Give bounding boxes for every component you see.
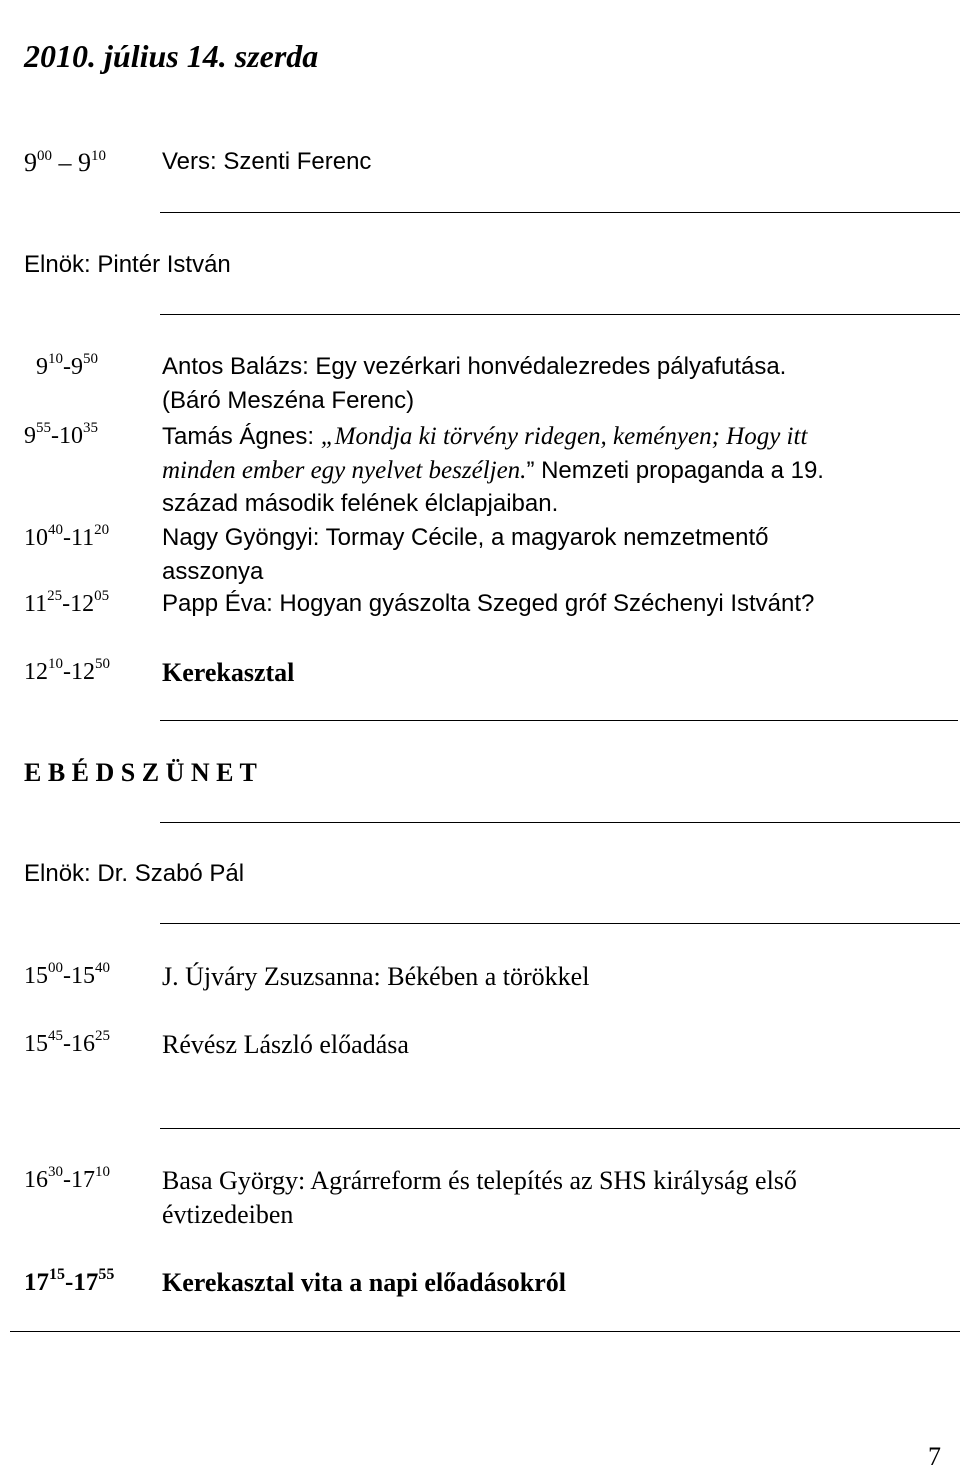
- talk-title-cont: évtizedeiben: [162, 1200, 294, 1229]
- talk-title: Antos Balázs: Egy vezérkari honvédalezredes pályafutása.: [162, 353, 787, 380]
- talk-author: Tamás Ágnes:: [162, 423, 321, 450]
- chair-2: Elnök: Dr. Szabó Pál: [24, 860, 245, 887]
- talk-time: $15^{45}-16^{25}$: [24, 1028, 110, 1057]
- talk-title: Révész László előadása: [162, 1030, 409, 1059]
- talk-quote: „Mondja ki törvény ridegen, keményen; Hogy itt: [320, 423, 808, 450]
- talk-time: $10^{40}-11^{20}$: [24, 522, 110, 551]
- discussion-time: $17^{15}-17^{55}$: [24, 1266, 115, 1296]
- talk-time: $9^{55}-10^{35}$: [24, 420, 98, 449]
- divider: [160, 923, 960, 924]
- divider: [160, 212, 960, 213]
- talk-time: $12^{10}-12^{50}$: [24, 656, 110, 685]
- talk-title: Basa György: Agrárreform és telepítés az SHS királyság első: [162, 1166, 797, 1195]
- talk-title-cont: asszonya: [162, 558, 264, 585]
- talk-title-cont: [162, 458, 824, 483]
- roundtable-title: Kerekasztal: [162, 658, 295, 687]
- talk-title: Papp Éva: Hogyan gyászolta Szeged gróf Széchenyi Istvánt?: [162, 590, 815, 617]
- talk-subtitle: ” Nemzeti propaganda a 19.: [526, 457, 824, 484]
- talk-time: $11^{25}-12^{05}$: [24, 588, 110, 617]
- opening-time: $9^{00} - 9^{10}$: [24, 148, 106, 177]
- page-title: 2010. július 14. szerda: [24, 38, 319, 74]
- talk-title: Nagy Gyöngyi: Tormay Cécile, a magyarok nemzetmentő: [162, 524, 769, 551]
- opening-text: Vers: Szenti Ferenc: [162, 148, 372, 175]
- talk-quote-cont: minden ember egy nyelvet beszéljen.: [162, 457, 527, 484]
- divider: [160, 822, 960, 823]
- lunch-break: E B É D S Z Ü N E T: [24, 758, 257, 787]
- talk-title-cont: század második felének élclapjaiban.: [162, 490, 559, 517]
- page-number: 7: [928, 1442, 941, 1471]
- chair-1: Elnök: Pintér István: [24, 251, 231, 278]
- talk-title: [162, 424, 807, 449]
- talk-time: $9^{10}-9^{50}$: [36, 351, 98, 380]
- divider: [160, 1128, 960, 1129]
- talk-title-cont: (Báró Meszéna Ferenc): [162, 387, 415, 414]
- discussion-title: Kerekasztal vita a napi előadásokról: [162, 1268, 566, 1297]
- divider: [160, 314, 960, 315]
- talk-time: $15^{00}-15^{40}$: [24, 960, 110, 989]
- divider: [10, 1331, 960, 1332]
- divider: [160, 720, 958, 721]
- talk-title: J. Újváry Zsuzsanna: Békében a törökkel: [162, 962, 590, 991]
- talk-time: $16^{30}-17^{10}$: [24, 1164, 110, 1193]
